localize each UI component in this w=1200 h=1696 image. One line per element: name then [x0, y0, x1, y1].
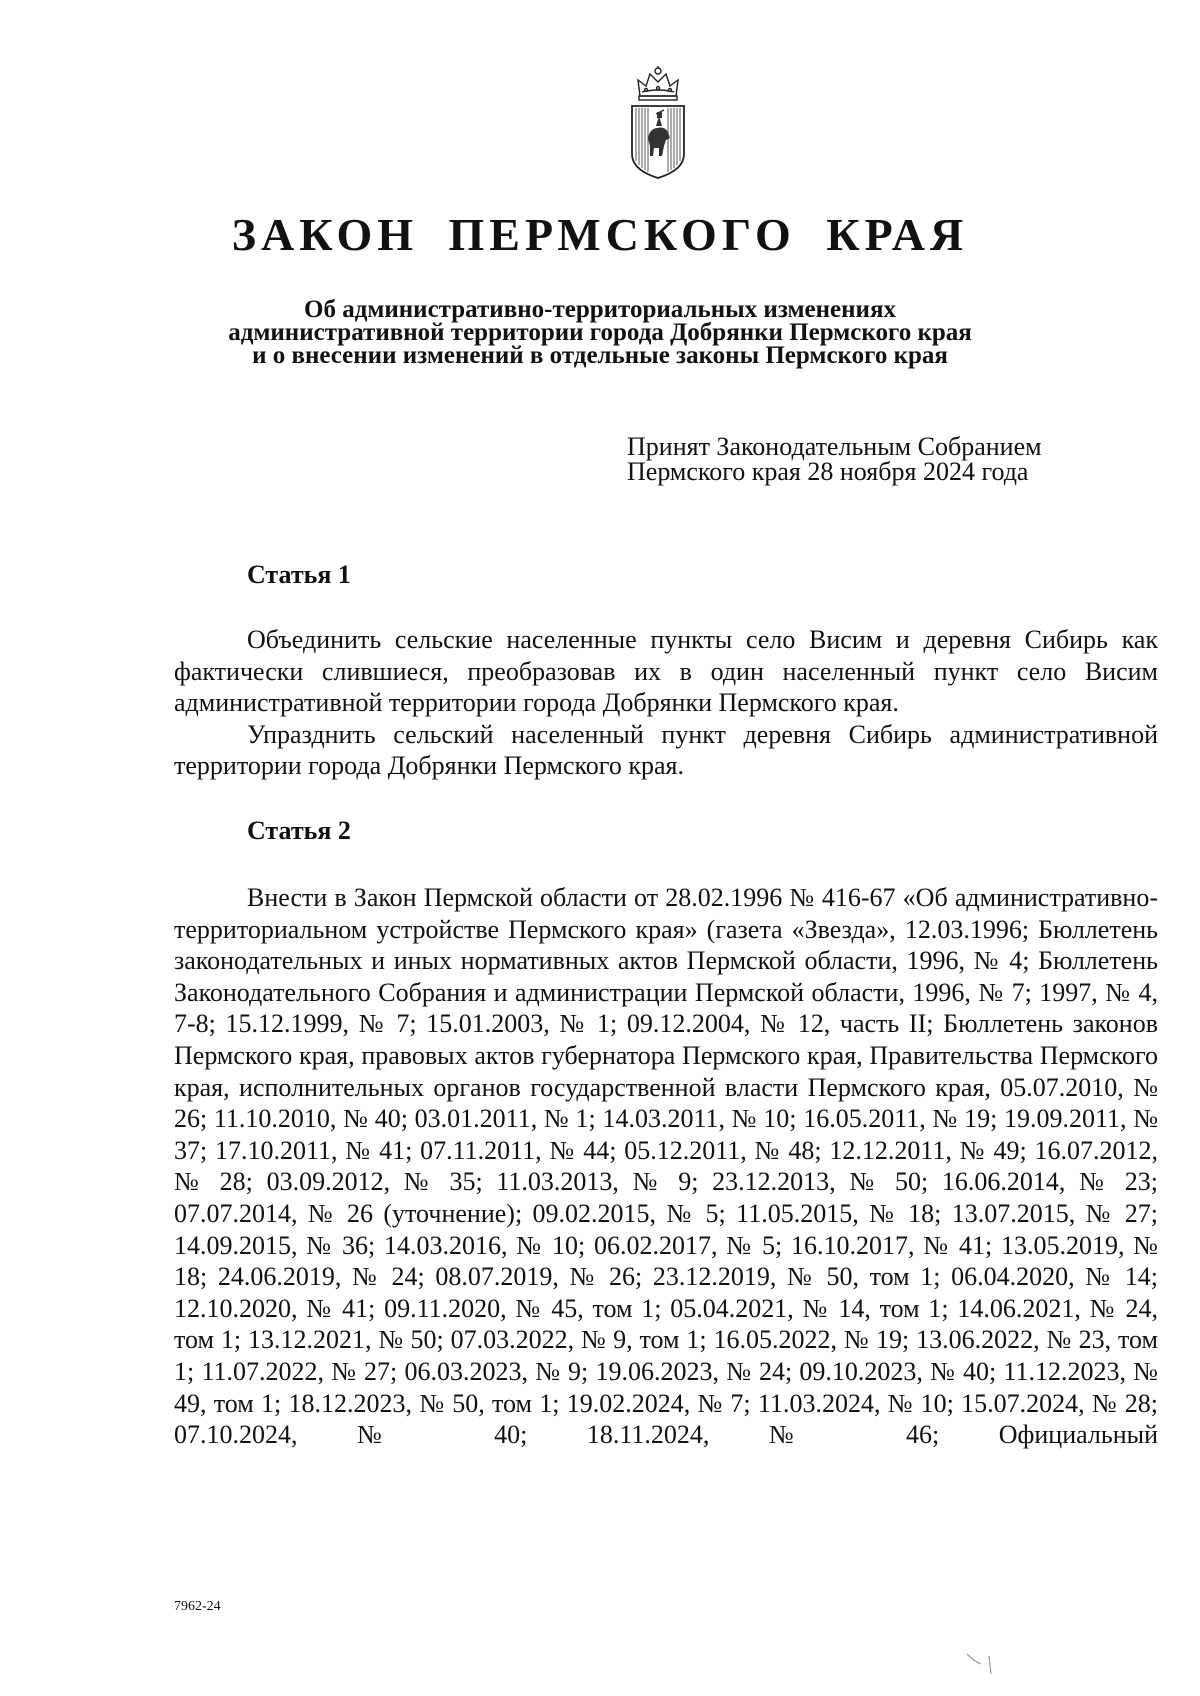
article-1-heading: Статья 1	[247, 560, 351, 589]
article-2-heading: Статья 2	[247, 816, 351, 845]
article-1-text	[174, 624, 1158, 782]
adoption-line: Принят Законодательным Собранием	[627, 432, 1042, 461]
subtitle-line: Об административно-территориальных изменениях	[304, 296, 896, 323]
scan-mark-icon	[965, 1650, 1005, 1680]
subtitle-line: административной территории города Добрянки Пермского края	[228, 319, 972, 346]
article-1-paragraph: Объединить сельские населенные пункты село Висим и деревня Сибирь как фактически слившиеся, преобразовав их в один населенный пункт село Висим административной территории города Добрянки Пермского края.	[174, 625, 1158, 718]
article-2-text	[174, 882, 1158, 1451]
law-title: ЗАКОН ПЕРМСКОГО КРАЯ	[231, 209, 969, 260]
document-number: 7962-24	[174, 1599, 221, 1614]
adoption-line: Пермского края 28 ноября 2024 года	[627, 457, 1029, 486]
adoption-note	[627, 434, 1042, 484]
subtitle-line: и о внесении изменений в отдельные законы Пермского края	[252, 342, 948, 369]
article-1-paragraph: Упразднить сельский населенный пункт деревня Сибирь административной территории города Добрянки Пермского края.	[174, 719, 1158, 781]
article-2-paragraph: Внести в Закон Пермской области от 28.02.1996 № 416-67 «Об административно-территориальном устройстве Пермского края» (газета «Звезда», 12.03.1996; Бюллетень законодательных и иных нормативных актов Пермской области, 1996, № 4; Бюллетень Законодательного Собрания и администрации Пермской области, 1996, № 7; 1997, № 4, 7-8; 15.12.1999, № 7; 15.01.2003, № 1; 09.12.2004, № 12, часть II; Бюллетень законов Пермского края, правовых актов губернатора Пермского края, Правительства Пермского края, исполнительных органов государственной власти Пермского края, 05.07.2010, № 26; 11.10.2010, № 40; 03.01.2011, № 1; 14.03.2011, № 10; 16.05.2011, № 19; 19.09.2011, № 37; 17.10.2011, № 41; 07.11.2011, № 44; 05.12.2011, № 48; 12.12.2011, № 49; 16.07.2012, № 28; 03.09.2012, № 35; 11.03.2013, № 9; 23.12.2013, № 50; 16.06.2014, № 23; 07.07.2014, № 26 (уточнение); 09.02.2015, № 5; 11.05.2015, № 18; 13.07.2015, № 27; 14.09.2015, № 36; 14.03.2016, № 10; 06.02.2017, № 5; 16.10.2017, № 41; 13.05.2019, № 18; 24.06.2019, № 24; 08.07.2019, № 26; 23.12.2019, № 50, том 1; 06.04.2020, № 14; 12.10.2020, № 41; 09.11.2020, № 45, том 1; 05.04.2021, № 14, том 1; 14.06.2021, № 24, том 1; 13.12.2021, № 50; 07.03.2022, № 9, том 1; 16.05.2022, № 19; 13.06.2022, № 23, том 1; 11.07.2022, № 27; 06.03.2023, № 9; 19.06.2023, № 24; 09.10.2023, № 40; 11.12.2023, № 49, том 1; 18.12.2023, № 50, том 1; 19.02.2024, № 7; 11.03.2024, № 10; 15.07.2024, № 28; 07.10.2024, № 40; 18.11.2024, № 46; Официальный	[174, 883, 1158, 1450]
coat-of-arms-icon	[626, 66, 690, 180]
law-subtitle	[180, 298, 1020, 367]
